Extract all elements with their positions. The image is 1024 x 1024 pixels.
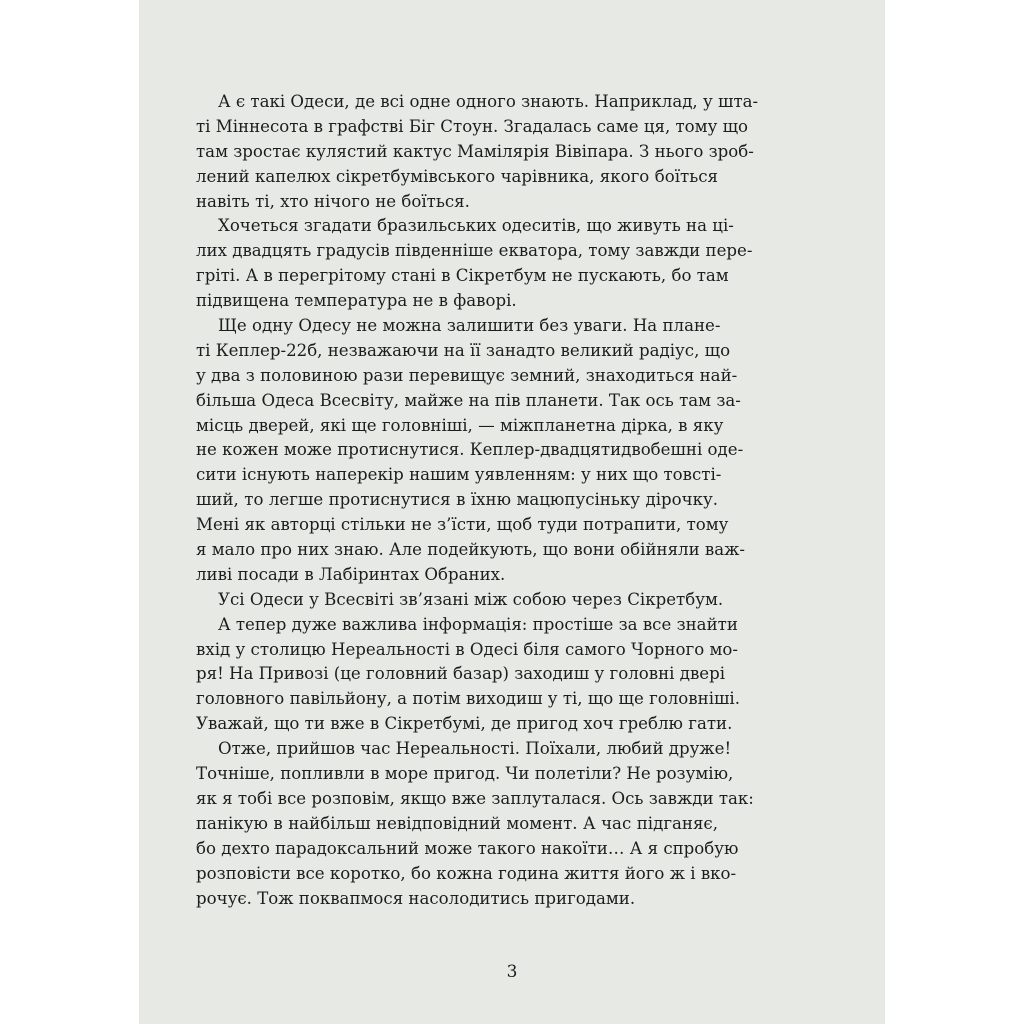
text-line: я мало про них знаю. Але подейкують, що вони обійняли важ- — [196, 540, 746, 560]
text-line: не кожен може протиснутися. Кеплер-двадцятидвобешні оде- — [196, 440, 744, 460]
text-line: Хочеться згадати бразильських одеситів, що живуть на ці- — [218, 216, 734, 236]
paragraph — [196, 90, 759, 214]
text-line: сити існують наперекір нашим уявленням: у них що товсті- — [196, 465, 722, 485]
page-number: 3 — [506, 962, 518, 982]
paragraph — [196, 588, 724, 613]
text-line: ший, то легше протиснутися в їхню мацюпусіньку дірочку. — [196, 490, 718, 510]
text-line: гріті. А в перегрітому стані в Сікретбум не пускають, бо там — [196, 266, 729, 286]
text-line: ті Міннесота в графстві Біг Стоун. Згадалась саме ця, тому що — [196, 116, 749, 136]
text-line: Мені як авторці стільки не з’їсти, щоб туди потрапити, тому — [196, 515, 729, 535]
text-line: ливі посади в Лабіринтах Обраних. — [196, 564, 506, 584]
text-line: головного павільйону, а потім виходиш у ті, що ще головніші. — [196, 689, 741, 709]
text-line: панікую в найбільш невідповідний момент. А час підганяє, — [196, 813, 718, 833]
text-line: Отже, прийшов час Нереальності. Поїхали, любий друже! — [218, 739, 732, 759]
text-line: там зростає кулястий кактус Мамілярія Вівіпара. З нього зроб- — [196, 141, 754, 161]
text-line: навіть ті, хто нічого не боїться. — [196, 191, 470, 211]
text-line: у два з половиною рази перевищує земний, знаходиться най- — [196, 365, 738, 385]
text-line: як я тобі все розповім, якщо вже заплуталася. Ось завжди так: — [196, 788, 754, 808]
text-line: місць дверей, які ще головніші, — міжпланетна дірка, в яку — [196, 415, 724, 435]
text-line: бо дехто парадоксальний може такого накоїти… А я спробую — [196, 838, 739, 858]
text-line: рочує. Тож поквапмося насолодитись пригодами. — [196, 888, 636, 908]
text-line: Точніше, попливли в море пригод. Чи полетіли? Не розумію, — [196, 764, 734, 784]
text-line: ті Кеплер-22б, незважаючи на її занадто великий радіус, що — [196, 340, 731, 360]
text-line: ря! На Привозі (це головний базар) заходиш у головні двері — [196, 664, 726, 684]
text-line: розповісти все коротко, бо кожна година життя його ж і вко- — [196, 863, 737, 883]
text-line: Уважай, що ти вже в Сікретбумі, де пригод хоч греблю гати. — [196, 714, 733, 734]
paragraph — [196, 737, 754, 911]
paragraph — [196, 314, 746, 588]
text-line: Ще одну Одесу не можна залишити без уваги. На плане- — [218, 316, 721, 336]
text-line: підвищена температура не в фаворі. — [196, 291, 517, 311]
text-line: лений капелюх сікретбумівського чарівника, якого боїться — [196, 166, 718, 186]
text-line: вхід у столицю Нереальності в Одесі біля самого Чорного мо- — [196, 639, 739, 659]
book-page — [139, 0, 885, 1024]
text-line: А тепер дуже важлива інформація: простіше за все знайти — [218, 614, 738, 634]
text-line: більша Одеса Всесвіту, майже на пів планети. Так ось там за- — [196, 390, 741, 410]
paragraph — [196, 613, 741, 737]
paragraph — [196, 214, 753, 314]
text-line: А є такі Одеси, де всі одне одного знають. Наприклад, у шта- — [218, 92, 759, 111]
text-line: лих двадцять градусів південніше екватора, тому завжди пере- — [196, 241, 753, 261]
body-text — [196, 90, 759, 911]
text-line: Усі Одеси у Всесвіті зв’язані між собою через Сікретбум. — [218, 589, 724, 609]
